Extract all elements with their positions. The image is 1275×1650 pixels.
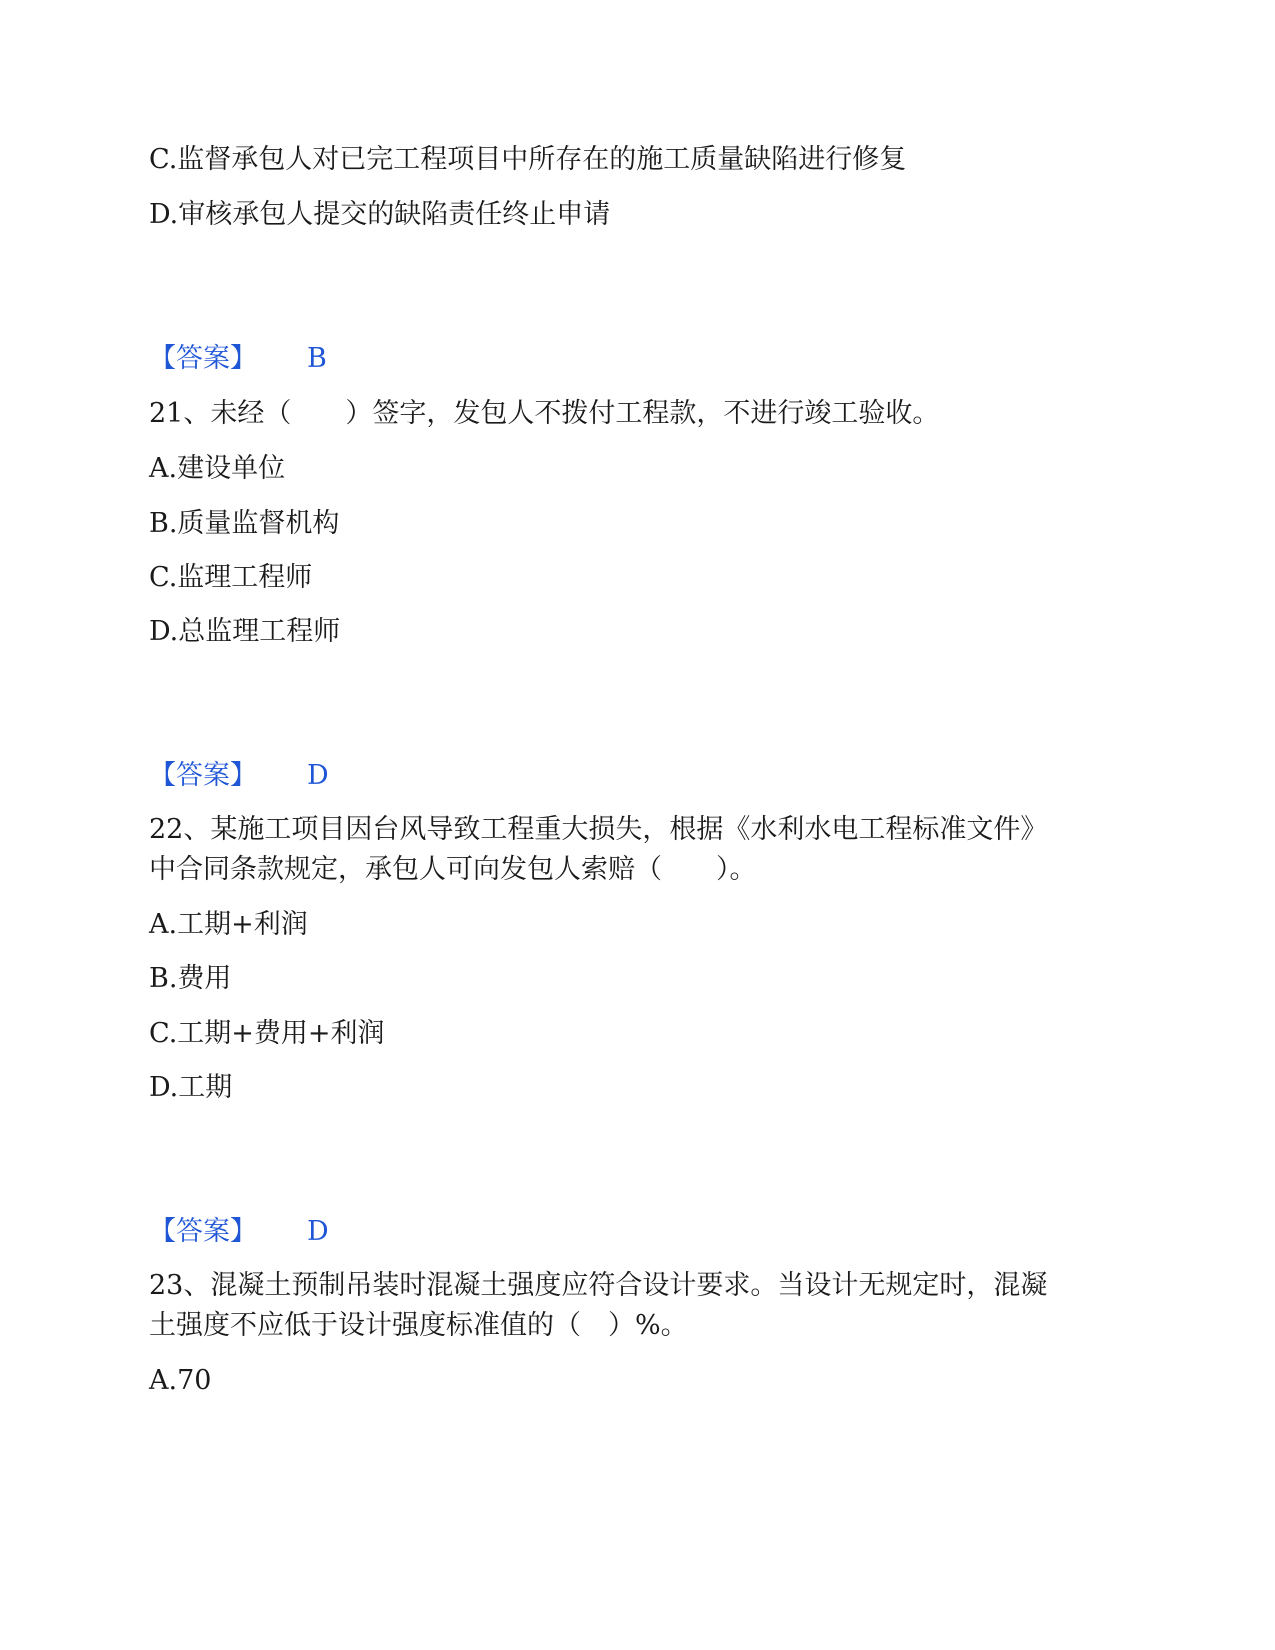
question-21-option-b: B.质量监督机构 (149, 508, 340, 539)
question-23-stem-line1: 23、混凝土预制吊装时混凝土强度应符合设计要求。当设计无规定时，混凝 (149, 1270, 1048, 1301)
question-21-option-c: C.监理工程师 (149, 562, 313, 593)
question-22-stem-line1: 22、某施工项目因台风导致工程重大损失，根据《水利水电工程标准文件》 (149, 814, 1048, 845)
question-22-option-a: A.工期+利润 (149, 909, 308, 940)
question-23-stem-line2: 土强度不应低于设计强度标准值的（ ）%。 (149, 1310, 688, 1341)
answer-value: D (307, 760, 329, 791)
question-20-option-d: D.审核承包人提交的缺陷责任终止申请 (149, 199, 611, 230)
question-21-option-a: A.建设单位 (149, 453, 286, 484)
question-21-stem: 21、未经（ ）签字，发包人不拨付工程款，不进行竣工验收。 (149, 398, 940, 429)
question-21-option-d: D.总监理工程师 (149, 616, 341, 647)
question-22-option-d: D.工期 (149, 1072, 233, 1103)
question-22-stem-line2: 中合同条款规定，承包人可向发包人索赔（ ）。 (149, 854, 757, 885)
question-22-option-b: B.费用 (149, 963, 232, 994)
question-22-option-c: C.工期+费用+利润 (149, 1018, 385, 1049)
question-20-option-c: C.监督承包人对已完工程项目中所存在的施工质量缺陷进行修复 (149, 144, 907, 175)
answer-q20 (149, 342, 327, 376)
answer-label: 【答案】 (149, 1216, 257, 1247)
answer-q22 (149, 1215, 329, 1249)
question-23-option-a: A.70 (149, 1365, 212, 1396)
answer-label: 【答案】 (149, 760, 257, 791)
answer-value: B (307, 343, 327, 374)
answer-label: 【答案】 (149, 343, 257, 374)
answer-q21 (149, 759, 329, 793)
answer-value: D (307, 1216, 329, 1247)
